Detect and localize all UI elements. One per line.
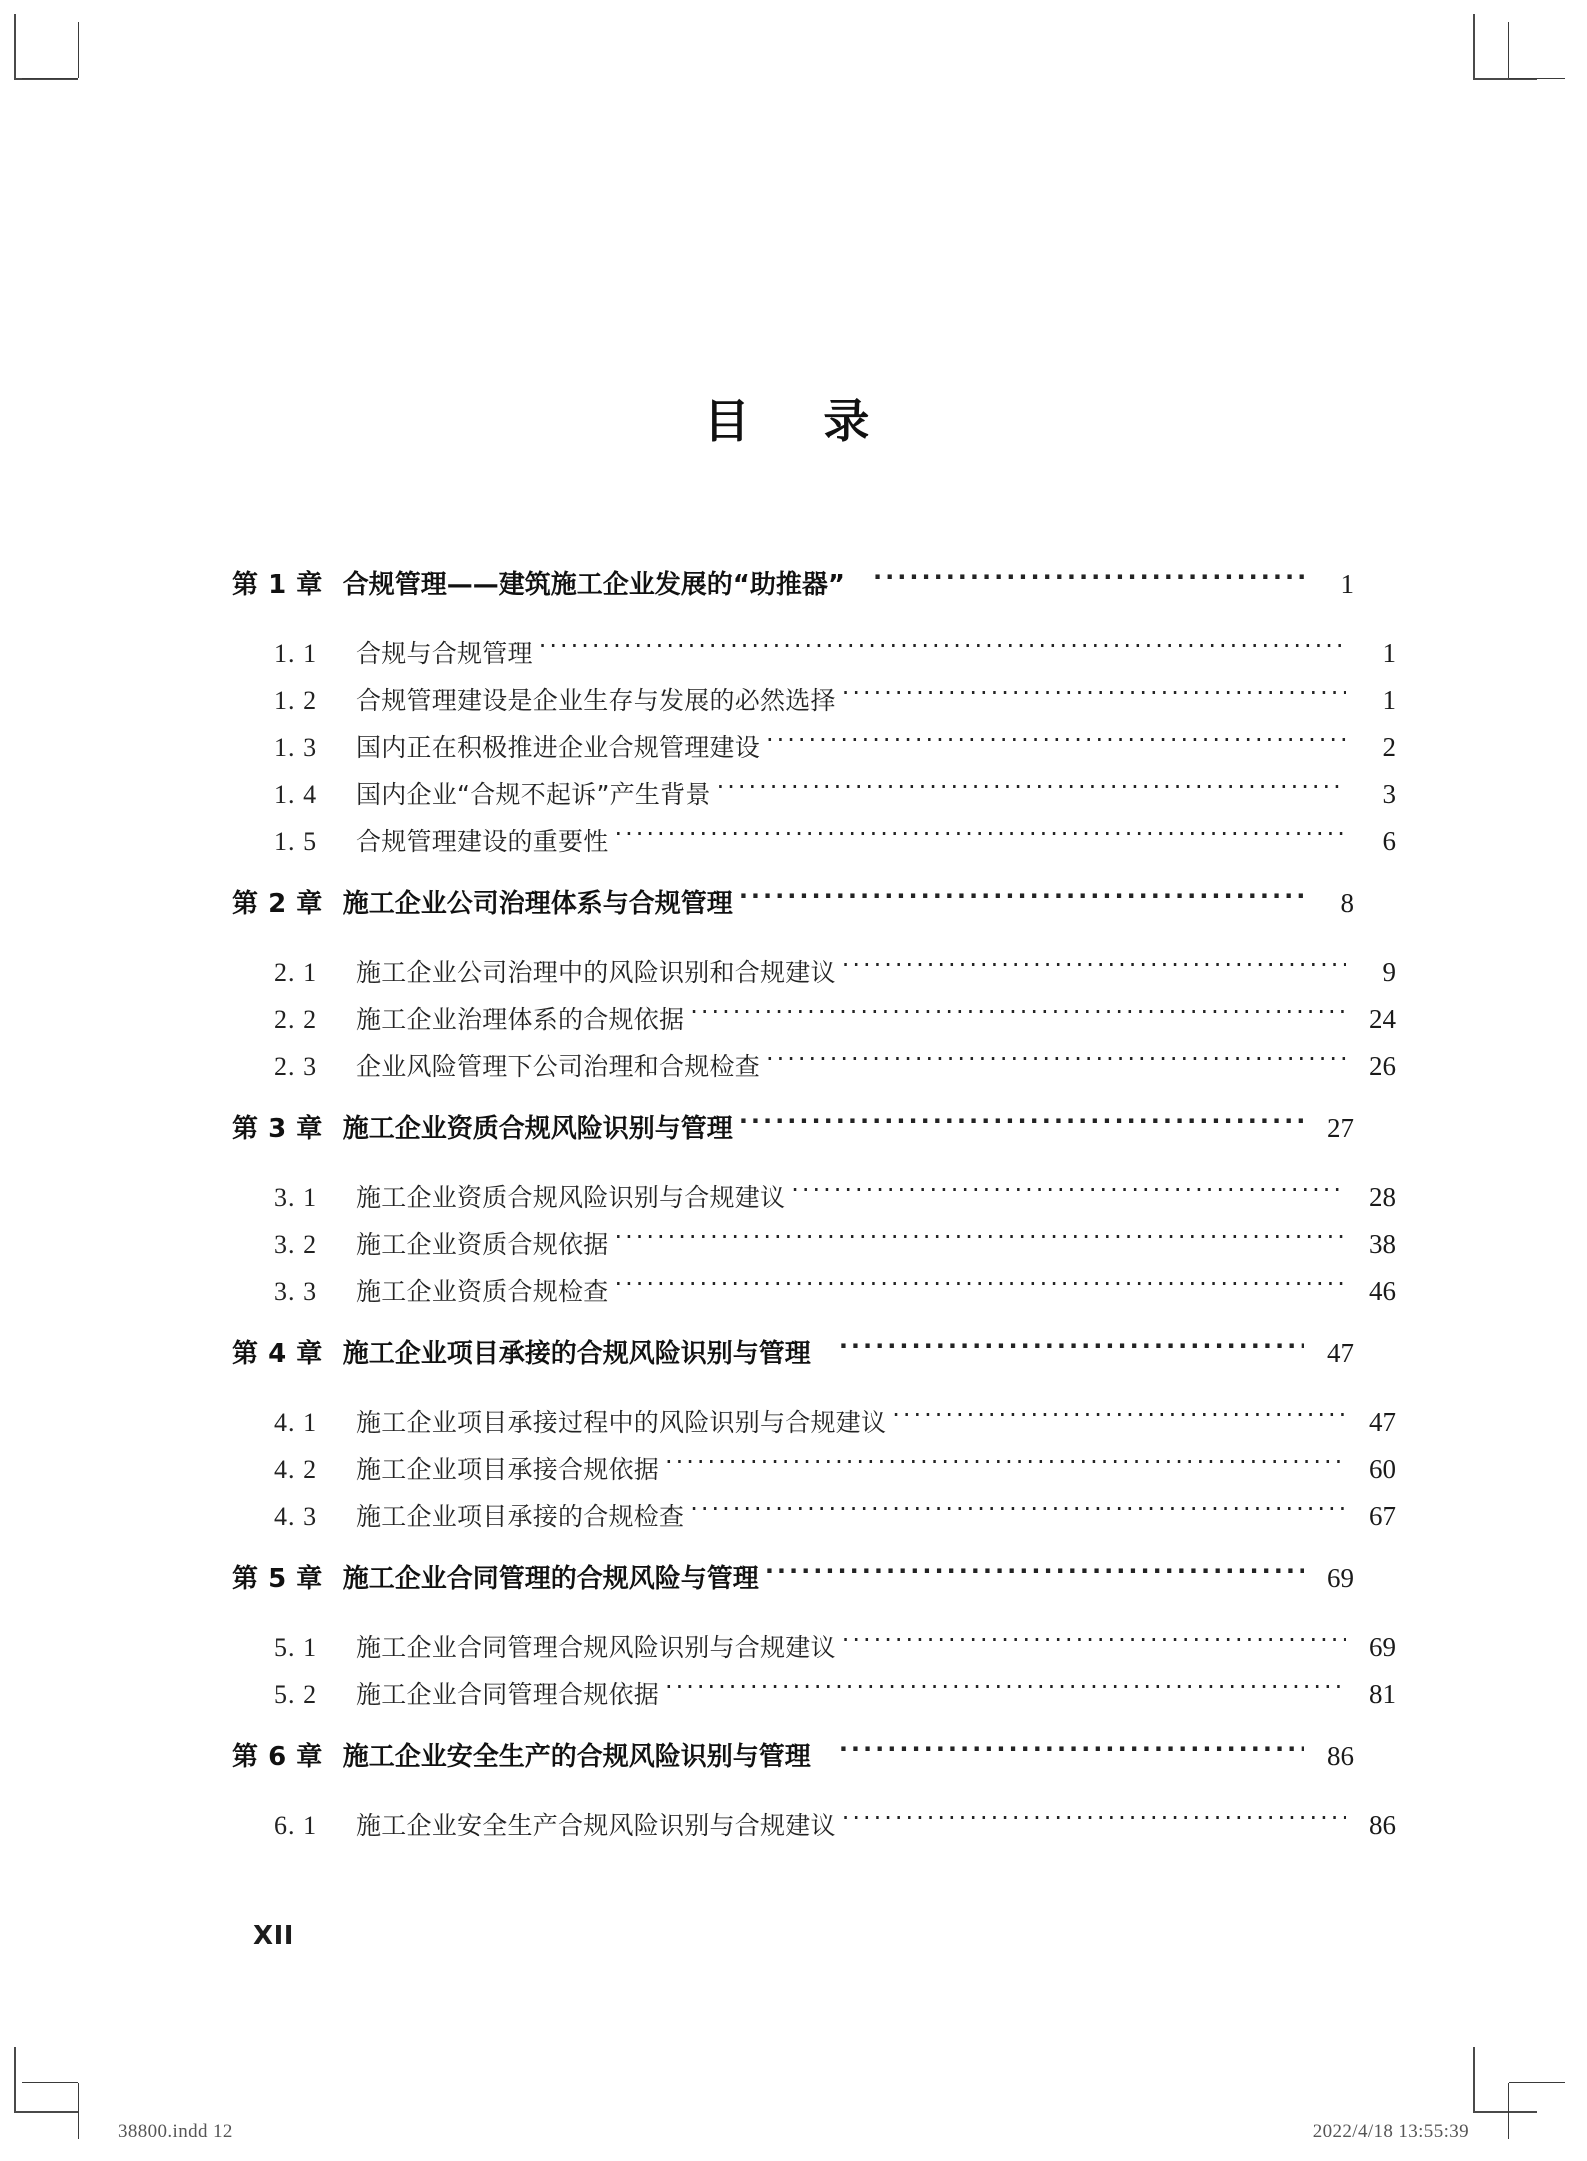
toc-leader-dots (739, 886, 1304, 912)
crop-mark-tick-horizontal (22, 2082, 78, 2083)
toc-section-entry[interactable] (232, 1047, 1396, 1094)
toc-leader-dots (765, 1561, 1304, 1587)
toc-entry-page-number: 28 (1369, 1182, 1396, 1212)
toc-leader-dots (717, 778, 1346, 803)
toc-section-entry[interactable] (232, 953, 1396, 1000)
toc-section-entry[interactable] (232, 728, 1396, 775)
toc-entry-label: 企业风险管理下公司治理和合规检查 (356, 1052, 761, 1081)
toc-entry-label: 施工企业治理体系的合规依据 (356, 1005, 685, 1034)
toc-entry-number: 第 5 章 (232, 1564, 323, 1594)
toc-entry-page-number: 86 (1327, 1741, 1354, 1771)
toc-entry-number: 第 4 章 (232, 1339, 323, 1369)
toc-entry-label: 合规管理建设是企业生存与发展的必然选择 (356, 686, 836, 715)
toc-entry-number: 4. 3 (274, 1502, 318, 1531)
toc-entry-page-number: 60 (1369, 1454, 1396, 1484)
toc-entry-page-number: 46 (1369, 1276, 1396, 1306)
toc-leader-dots (791, 1181, 1346, 1206)
toc-chapter-entry[interactable] (232, 1736, 1354, 1794)
toc-entry-page-number: 26 (1369, 1051, 1396, 1081)
crop-mark-tick-vertical (78, 2083, 79, 2139)
crop-mark-tick-vertical (1508, 22, 1509, 78)
table-of-contents (232, 564, 1396, 1853)
toc-entry-number: 3. 3 (274, 1277, 318, 1306)
toc-entry-number: 第 2 章 (232, 889, 323, 919)
toc-entry-number: 第 6 章 (232, 1742, 323, 1772)
toc-entry-number: 4. 2 (274, 1455, 318, 1484)
toc-entry-label: 施工企业安全生产的合规风险识别与管理 (342, 1742, 811, 1772)
toc-entry-number: 3. 1 (274, 1183, 318, 1212)
toc-entry-number: 1. 4 (274, 780, 318, 809)
footer-source-file: 38800.indd 12 (118, 2121, 233, 2142)
toc-entry-page-number: 6 (1382, 826, 1396, 856)
toc-entry-page-number: 24 (1369, 1004, 1396, 1034)
toc-entry-page-number: 47 (1369, 1407, 1396, 1437)
crop-mark-bracket-vertical (14, 14, 16, 78)
toc-leader-dots (842, 1631, 1346, 1656)
toc-leader-dots (690, 1003, 1346, 1028)
toc-entry-label: 施工企业项目承接过程中的风险识别与合规建议 (356, 1408, 887, 1437)
toc-chapter-entry[interactable] (232, 883, 1354, 941)
page-title: 目 录 (703, 394, 884, 448)
toc-chapter-entry[interactable] (232, 1558, 1354, 1616)
toc-section-entry[interactable] (232, 1497, 1396, 1544)
toc-entry-number: 1. 1 (274, 639, 318, 668)
toc-entry-number: 3. 2 (274, 1230, 318, 1259)
crop-mark-tick-vertical (78, 22, 79, 78)
toc-chapter-entry[interactable] (232, 564, 1354, 622)
toc-entry-label: 合规管理——建筑施工企业发展的“助推器” (342, 570, 845, 600)
toc-entry-page-number: 1 (1340, 569, 1354, 599)
toc-entry-number: 2. 2 (274, 1005, 318, 1034)
toc-entry-page-number: 69 (1327, 1563, 1354, 1593)
toc-entry-label: 施工企业项目承接合规依据 (356, 1455, 660, 1484)
crop-mark-bracket-vertical (1473, 14, 1475, 78)
toc-leader-dots (892, 1406, 1346, 1431)
toc-section-entry[interactable] (232, 822, 1396, 869)
toc-section-entry[interactable] (232, 1178, 1396, 1225)
toc-entry-number: 6. 1 (274, 1811, 318, 1840)
toc-entry-page-number: 38 (1369, 1229, 1396, 1259)
crop-mark-bracket-horizontal (14, 2111, 78, 2113)
toc-section-entry[interactable] (232, 1806, 1396, 1853)
toc-entry-number: 第 1 章 (232, 570, 323, 600)
toc-entry-number: 1. 5 (274, 827, 318, 856)
crop-mark-top-right (1473, 14, 1573, 114)
toc-entry-label: 施工企业项目承接的合规风险识别与管理 (342, 1339, 811, 1369)
folio-page-number: XII (253, 1921, 294, 1951)
toc-leader-dots (665, 1453, 1346, 1478)
toc-entry-page-number: 47 (1327, 1338, 1354, 1368)
toc-leader-dots (842, 956, 1346, 981)
crop-mark-bottom-left (14, 2047, 114, 2147)
crop-mark-tick-horizontal (22, 78, 78, 79)
toc-leader-dots (615, 1275, 1346, 1300)
toc-leader-dots (739, 1111, 1304, 1137)
toc-entry-label: 施工企业公司治理中的风险识别和合规建议 (356, 958, 836, 987)
toc-entry-label: 合规管理建设的重要性 (356, 827, 609, 856)
toc-entry-page-number: 2 (1382, 732, 1396, 762)
toc-entry-label: 施工企业资质合规风险识别与管理 (342, 1114, 733, 1144)
toc-section-entry[interactable] (232, 775, 1396, 822)
toc-entry-label: 施工企业资质合规风险识别与合规建议 (356, 1183, 786, 1212)
crop-mark-bracket-horizontal (1473, 2111, 1537, 2113)
crop-mark-tick-horizontal (1509, 78, 1565, 79)
toc-entry-label: 国内正在积极推进企业合规管理建设 (356, 733, 761, 762)
toc-leader-dots (766, 731, 1346, 756)
toc-leader-dots (615, 1228, 1346, 1253)
toc-entry-label: 施工企业合同管理合规依据 (356, 1680, 660, 1709)
toc-leader-dots (690, 1500, 1346, 1525)
crop-mark-bracket-vertical (14, 2047, 16, 2111)
toc-leader-dots (539, 637, 1346, 662)
toc-entry-label: 国内企业“合规不起诉”产生背景 (356, 780, 711, 809)
toc-entry-label: 施工企业安全生产合规风险识别与合规建议 (356, 1811, 836, 1840)
footer-timestamp: 2022/4/18 13:55:39 (1312, 2121, 1469, 2142)
toc-entry-page-number: 3 (1382, 779, 1396, 809)
toc-entry-number: 4. 1 (274, 1408, 318, 1437)
toc-entry-label: 施工企业合同管理的合规风险与管理 (342, 1564, 759, 1594)
toc-leader-dots (665, 1678, 1346, 1703)
crop-mark-tick-vertical (1508, 2083, 1509, 2139)
toc-section-entry[interactable] (232, 1000, 1396, 1047)
toc-section-entry[interactable] (232, 1628, 1396, 1675)
toc-entry-page-number: 27 (1327, 1113, 1354, 1143)
toc-entry-label: 施工企业资质合规依据 (356, 1230, 609, 1259)
toc-entry-page-number: 69 (1369, 1632, 1396, 1662)
toc-entry-number: 2. 3 (274, 1052, 318, 1081)
toc-entry-page-number: 86 (1369, 1810, 1396, 1840)
toc-leader-dots (839, 1336, 1304, 1362)
toc-section-entry[interactable] (232, 1675, 1396, 1722)
toc-leader-dots (873, 567, 1304, 593)
toc-entry-number: 2. 1 (274, 958, 318, 987)
toc-entry-label: 施工企业项目承接的合规检查 (356, 1502, 685, 1531)
toc-section-entry[interactable] (232, 1272, 1396, 1319)
toc-entry-page-number: 81 (1369, 1679, 1396, 1709)
toc-chapter-entry[interactable] (232, 1333, 1354, 1391)
toc-entry-label: 施工企业合同管理合规风险识别与合规建议 (356, 1633, 836, 1662)
toc-section-entry[interactable] (232, 1403, 1396, 1450)
toc-leader-dots (839, 1739, 1304, 1765)
toc-leader-dots (842, 1809, 1346, 1834)
toc-entry-page-number: 67 (1369, 1501, 1396, 1531)
toc-leader-dots (842, 684, 1346, 709)
toc-section-entry[interactable] (232, 1450, 1396, 1497)
crop-mark-bracket-vertical (1473, 2047, 1475, 2111)
toc-entry-page-number: 9 (1382, 957, 1396, 987)
toc-entry-label: 施工企业公司治理体系与合规管理 (342, 889, 733, 919)
toc-entry-label: 合规与合规管理 (356, 639, 533, 668)
toc-entry-number: 1. 2 (274, 686, 318, 715)
toc-section-entry[interactable] (232, 681, 1396, 728)
toc-section-entry[interactable] (232, 1225, 1396, 1272)
toc-entry-number: 5. 2 (274, 1680, 318, 1709)
toc-leader-dots (615, 825, 1346, 850)
crop-mark-bottom-right (1473, 2047, 1573, 2147)
toc-entry-page-number: 1 (1382, 685, 1396, 715)
toc-chapter-entry[interactable] (232, 1108, 1354, 1166)
toc-entry-page-number: 8 (1340, 888, 1354, 918)
toc-leader-dots (766, 1050, 1346, 1075)
toc-entry-number: 5. 1 (274, 1633, 318, 1662)
toc-entry-label: 施工企业资质合规检查 (356, 1277, 609, 1306)
toc-section-entry[interactable] (232, 634, 1396, 681)
toc-entry-number: 第 3 章 (232, 1114, 323, 1144)
crop-mark-tick-horizontal (1509, 2082, 1565, 2083)
toc-entry-page-number: 1 (1382, 638, 1396, 668)
toc-entry-number: 1. 3 (274, 733, 318, 762)
crop-mark-top-left (14, 14, 114, 114)
